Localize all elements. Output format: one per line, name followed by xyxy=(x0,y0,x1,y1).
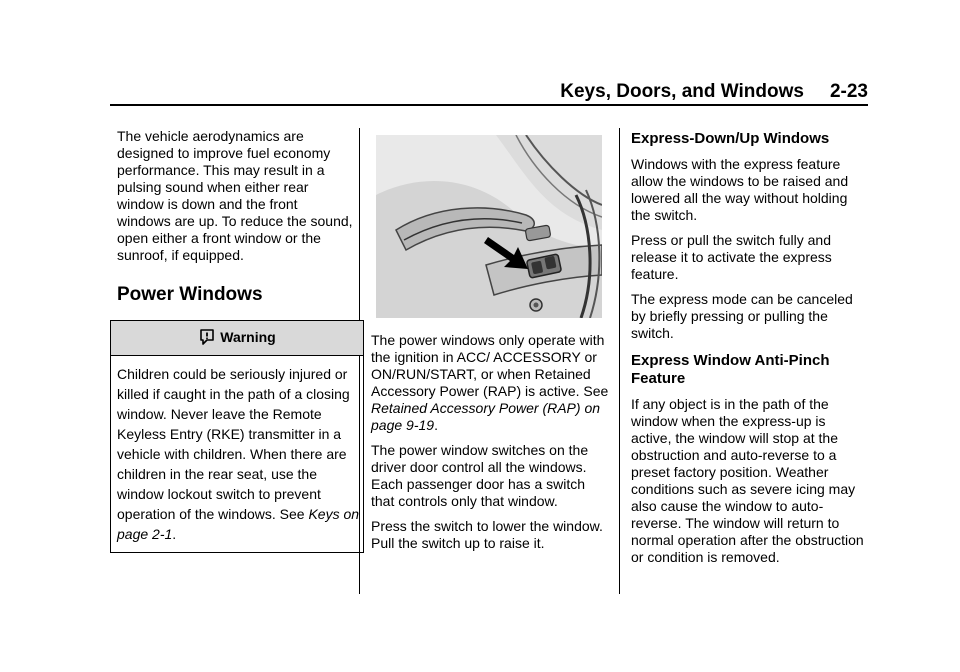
column-3 xyxy=(631,128,869,574)
rap-xref-link[interactable]: Retained Accessory Power (RAP) on page 9-19 xyxy=(371,400,601,433)
paragraph-activate-express: Press or pull the switch fully and release it to activate the express feature. xyxy=(631,232,832,282)
ignition-text: The power windows only operate with the ignition in ACC/ ACCESSORY or ON/RUN/START, or when Retained Accessory Power (RAP) is active. See xyxy=(371,332,609,399)
heading-anti-pinch: Express Window Anti-Pinch Feature xyxy=(631,352,830,387)
header-rule xyxy=(110,104,868,106)
warning-wrapper xyxy=(110,320,364,553)
warning-box xyxy=(110,320,364,553)
paragraph-ignition xyxy=(371,332,609,434)
intro-paragraph: The vehicle aerodynamics are designed to improve fuel economy performance. This may result in a pulsing sound when either rear window is down and the front windows are up. To reduce the sound, open either a front window or the sunroof, if equipped. xyxy=(117,128,353,263)
paragraph-anti-pinch: If any object is in the path of the window when the express-up is active, the window will stop at the obstruction and auto-reverse to a preset factory position. Weather conditions such as severe icing may also cause the window to auto-reverse. The window will return to normal operation after the obstruction or condition is removed. xyxy=(631,396,864,565)
section-title: Keys, Doors, and Windows xyxy=(560,81,804,102)
warning-xref-link[interactable]: Keys on page 2-1 xyxy=(117,506,360,542)
warning-body xyxy=(111,356,373,552)
warning-text: Children could be seriously injured or killed if caught in the path of a closing window. Never leave the Remote Keyless Entry (RKE) transmitter in a vehicle with children. When there are children in the rear seat, use the window lockout switch to prevent operation of the windows. See xyxy=(117,366,350,522)
warning-end: . xyxy=(172,526,177,542)
warning-icon xyxy=(198,328,216,351)
warning-title: Warning xyxy=(220,329,276,345)
heading-express-down-up: Express-Down/Up Windows xyxy=(631,130,830,147)
paragraph-express-feature: Windows with the express feature allow the windows to be raised and lowered all the way without holding the switch. xyxy=(631,156,849,223)
paragraph-cancel-express: The express mode can be canceled by briefly pressing or pulling the switch. xyxy=(631,291,853,341)
paragraph-press-switch: Press the switch to lower the window. Pull the switch up to raise it. xyxy=(371,518,603,551)
column-divider-2 xyxy=(619,128,620,594)
section-heading-power-windows: Power Windows xyxy=(117,284,263,305)
door-switch-photo xyxy=(376,135,602,318)
warning-header xyxy=(111,321,363,356)
ignition-end: . xyxy=(434,417,438,433)
running-header xyxy=(560,80,868,104)
page-header xyxy=(110,80,868,104)
page-number: 2-23 xyxy=(829,81,868,102)
column-2 xyxy=(371,128,609,560)
column-1 xyxy=(117,128,360,553)
paragraph-driver-switches: The power window switches on the driver door control all the windows. Each passenger door has a switch that controls only that window. xyxy=(371,442,589,509)
